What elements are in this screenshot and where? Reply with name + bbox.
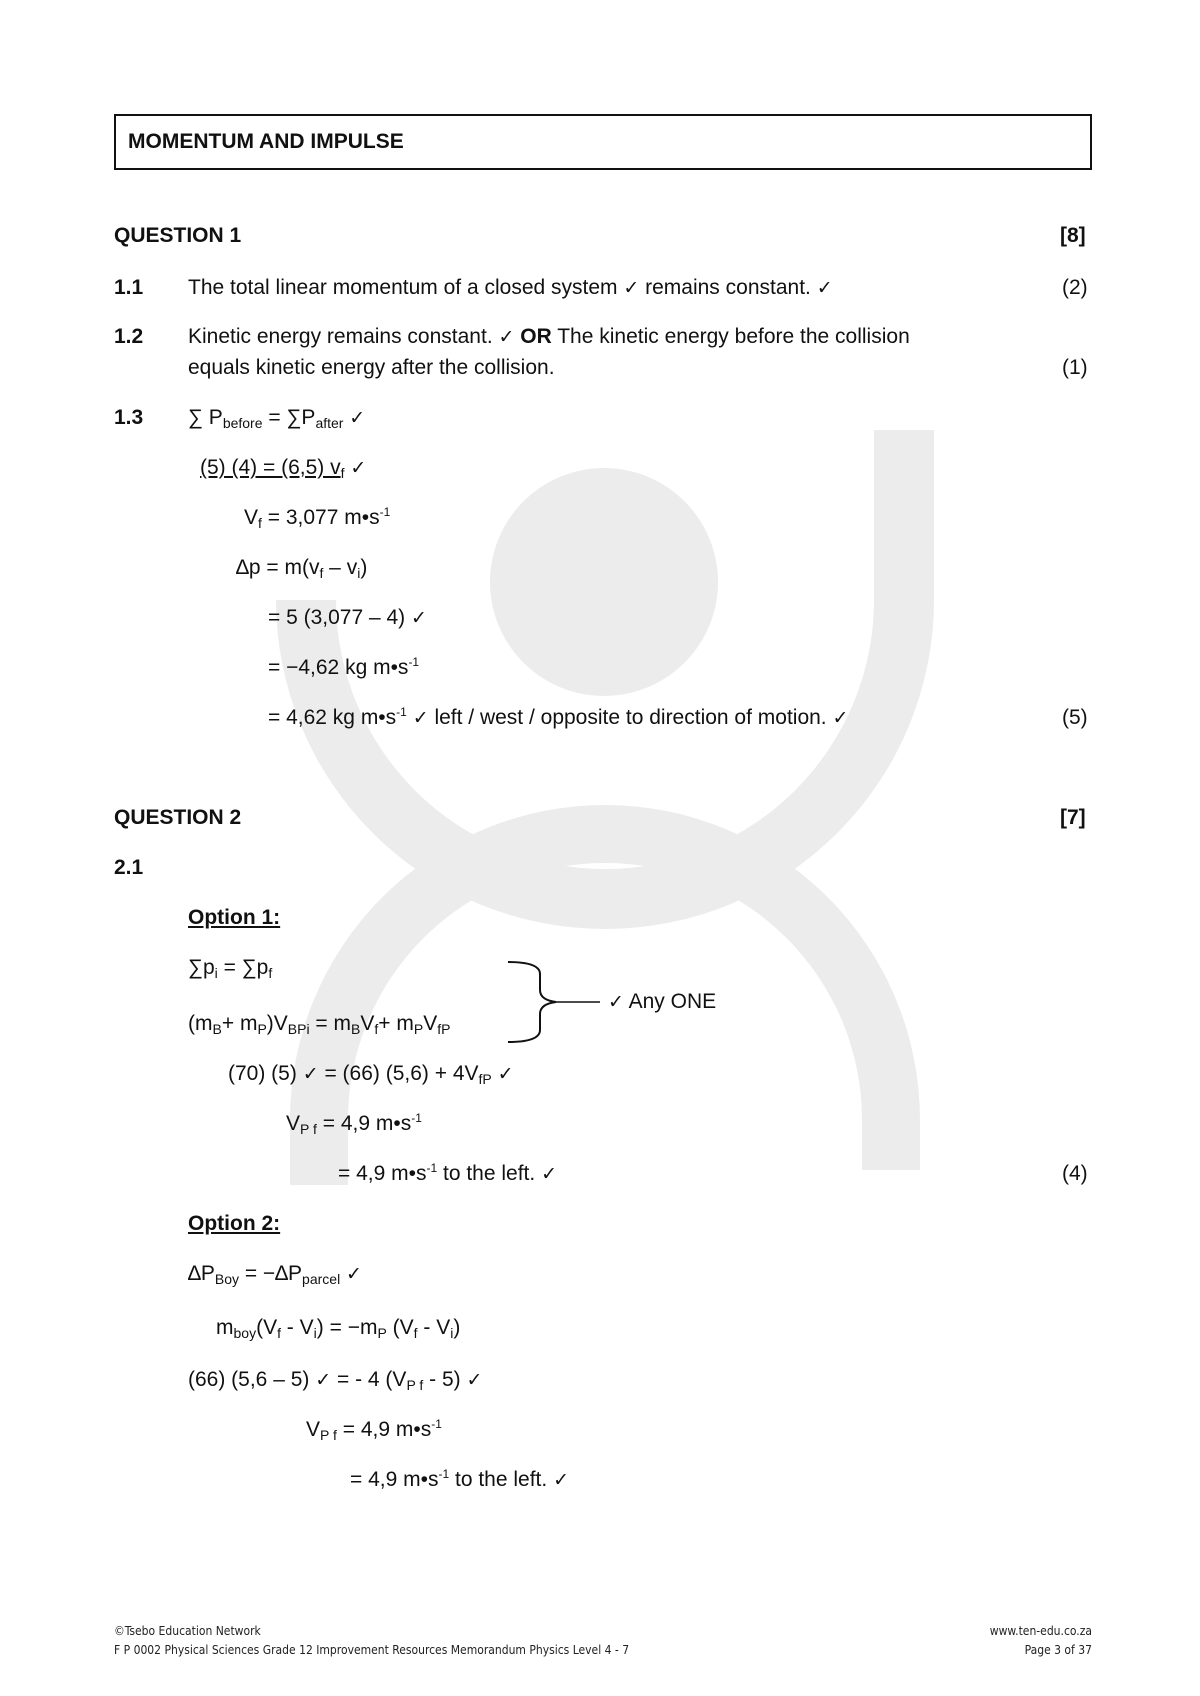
check-icon: ✓ (497, 1063, 514, 1085)
check-icon: ✓ (608, 991, 624, 1013)
check-icon: ✓ (315, 1369, 332, 1391)
option-2-line-4: $V_{P f} = 4,9$ $m•s^{-1}$ (306, 1417, 442, 1443)
q1-3-line-1: ∑ $P_{before} = \sum P_{after}$ ✓ (188, 406, 366, 431)
q1-1-number: 1.1 (114, 276, 144, 299)
option-1-label: Option 1: (188, 906, 281, 929)
q1-1-marks: (2) (1062, 276, 1088, 299)
footer-page-number: Page 3 of 37 (1024, 1643, 1092, 1657)
q2-1-marks: (4) (1062, 1162, 1088, 1185)
q1-3-line-3: $V_f = 3,077$ $m•s^{-1}$ (244, 505, 391, 531)
q1-3-line-4: $\Delta p = m(v_f - v_i)$ (236, 556, 368, 581)
check-icon: ✓ (466, 1369, 483, 1391)
q1-3-line-7: = 4,62 kg $m•s^{-1}$ ✓ left / west / opposite to direction of motion. ✓ (268, 705, 849, 729)
q1-2-marks: (1) (1062, 356, 1088, 379)
check-icon: ✓ (346, 1263, 362, 1285)
q2-1-number: 2.1 (114, 856, 144, 879)
q1-2-answer-line2: equals kinetic energy after the collision. (188, 356, 555, 379)
q1-3-number: 1.3 (114, 406, 144, 429)
check-icon: ✓ (349, 407, 366, 429)
footer-copyright: ©Tsebo Education Network (114, 1624, 261, 1638)
check-icon: ✓ (302, 1063, 319, 1085)
page-title: MOMENTUM AND IMPULSE (128, 130, 404, 153)
footer-document-code: F P 0002 Physical Sciences Grade 12 Improvement Resources Memorandum Physics Level 4 - 7 (114, 1643, 630, 1657)
option-2-line-5: = 4,9 $m•s^{-1}$ to the left. ✓ (350, 1467, 569, 1491)
question-2-heading: QUESTION 2 (114, 806, 242, 829)
question-1-heading: QUESTION 1 (114, 224, 242, 247)
option-2-line-2: $m_{boy}(V_f - V_i) = -m_P$ $(V_f - V_i)$ (216, 1316, 461, 1341)
check-icon: ✓ (623, 277, 640, 299)
check-icon: ✓ (553, 1469, 569, 1491)
option-1-line-1: $\sum p_i = \sum p_f$ (188, 956, 273, 981)
q1-1-answer: The total linear momentum of a closed system ✓ remains constant. ✓ (188, 276, 833, 299)
check-icon: ✓ (412, 707, 429, 729)
check-icon: ✓ (350, 457, 367, 479)
q1-3-marks: (5) (1062, 706, 1088, 729)
q1-3-line-5: = 5 (3,077 – 4) ✓ (268, 606, 427, 629)
q1-3-line-2: (5) (4) = (6,5) $v_f$ ✓ (200, 456, 367, 481)
title-box (114, 114, 1092, 170)
q1-2-answer: Kinetic energy remains constant. ✓ OR The kinetic energy before the collision (188, 325, 910, 348)
option-2-line-1: $\Delta P_{Boy} = -\Delta P_{parcel}$ ✓ (188, 1262, 362, 1287)
option-1-line-5: = 4,9 $m•s^{-1}$ to the left. ✓ (338, 1161, 557, 1185)
question-1-total: [8] (1060, 224, 1086, 247)
curly-brace-icon (500, 950, 620, 1050)
check-icon: ✓ (498, 326, 515, 348)
option-2-line-3: (66) (5,6 – 5) ✓ = - 4 $(V_{P f} - 5)$ ✓ (188, 1368, 483, 1393)
any-one-note: ✓ Any ONE (608, 990, 717, 1013)
check-icon: ✓ (411, 607, 427, 629)
q1-3-line-6: = −4,62 kg $m•s^{-1}$ (268, 655, 420, 679)
q1-2-number: 1.2 (114, 325, 144, 348)
footer-website: www.ten-edu.co.za (989, 1624, 1092, 1638)
option-1-line-4: $V_{P f} = 4,9$ $m•s^{-1}$ (286, 1111, 422, 1137)
question-2-total: [7] (1060, 806, 1086, 829)
option-1-line-2: $(m_B+ m_P)V_{BPi} = m_BV_f+ m_PV_{fP}$ (188, 1012, 451, 1037)
option-2-label: Option 2: (188, 1212, 281, 1235)
check-icon: ✓ (832, 707, 849, 729)
check-icon: ✓ (816, 277, 833, 299)
check-icon: ✓ (541, 1163, 557, 1185)
option-1-line-3: (70) (5) ✓ = (66) $(5,6) + 4V_{fP}$ ✓ (228, 1062, 514, 1087)
